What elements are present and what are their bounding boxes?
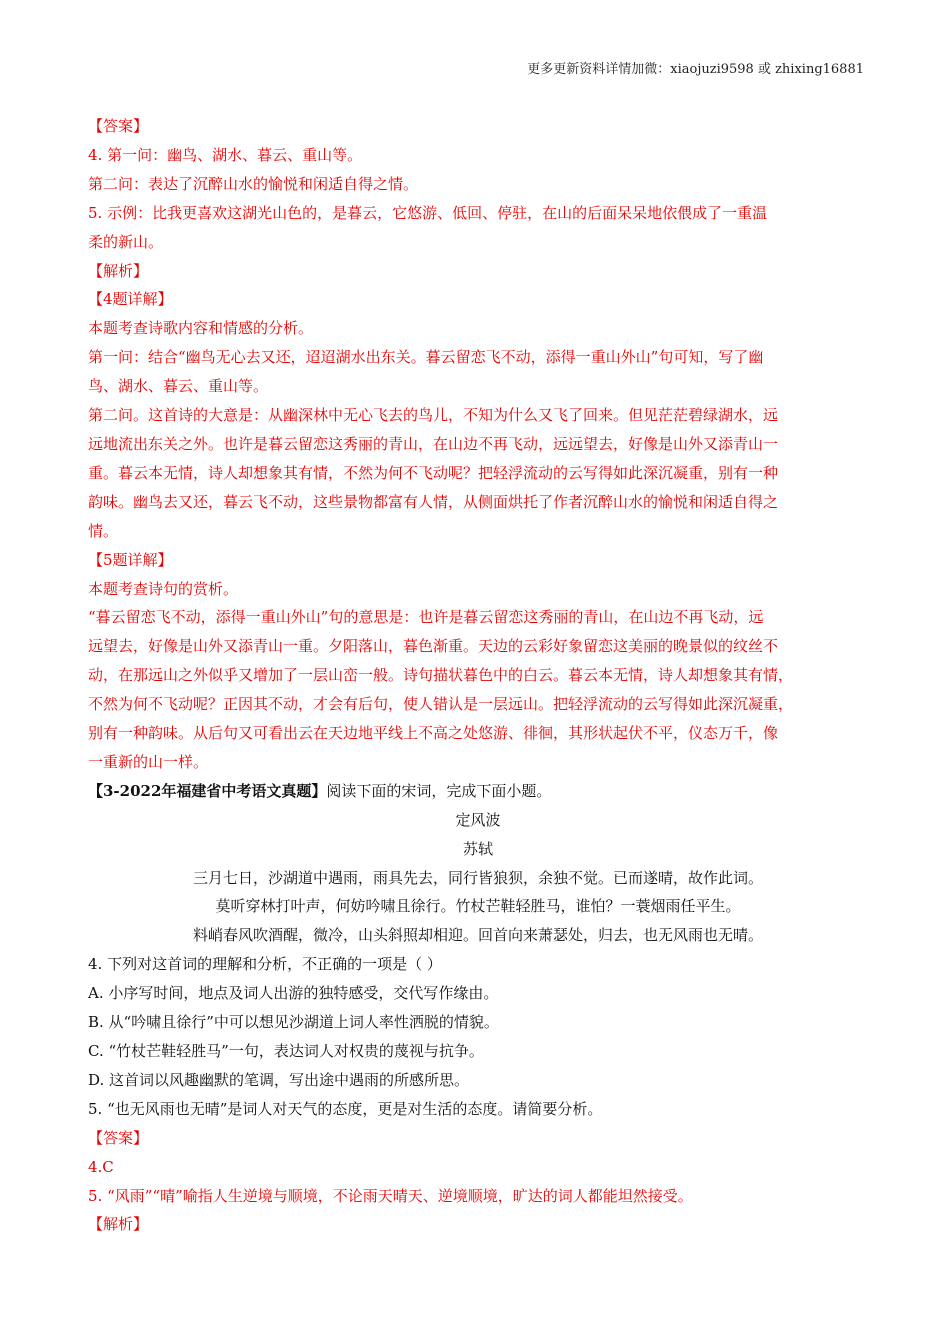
q4-stem: 4. 下列对这首词的理解和分析，不正确的一项是（ ） xyxy=(88,955,442,974)
q4-detail-p2-line3: 重。暮云本无情，诗人却想象其有情，不然为何不飞动呢？把轻浮流动的云写得如此深沉凝重，别有一种 xyxy=(88,463,779,482)
q4-answer-part1: 4. 第一问：幽鸟、湖水、暮云、重山等。 xyxy=(88,145,363,164)
q5-answer-2: 5. “风雨”“晴”喻指人生逆境与顺境，不论雨天晴天、逆境顺境，旷达的词人都能坦然接受。 xyxy=(88,1186,693,1205)
analysis-tag-2: 【解析】 xyxy=(88,1215,149,1234)
q5-stem: 5. “也无风雨也无晴”是词人对天气的态度，更是对生活的态度。请简要分析。 xyxy=(88,1099,603,1118)
option-c: C. “竹杖芒鞋轻胜马”一句，表达词人对权贵的蔑视与抗争。 xyxy=(88,1042,484,1060)
q5-detail-line3: 动，在那远山之外似乎又增加了一层山峦一般。诗句描状暮色中的白云。暮云本无情，诗人却想象其有情， xyxy=(88,666,794,685)
q4-detail-tag: 【4题详解】 xyxy=(88,290,173,309)
document-body xyxy=(88,112,868,1239)
option-b: B. 从“吟啸且徐行”中可以想见沙湖道上词人率性洒脱的情貌。 xyxy=(88,1013,499,1032)
answer-tag-2: 【答案】 xyxy=(88,1128,149,1147)
q4-detail-p2-line5: 情。 xyxy=(88,521,119,540)
q5-detail-line2: 远望去，好像是山外又添青山一重。夕阳落山，暮色渐重。天边的云彩好象留恋这美丽的晚景似的纹丝不 xyxy=(88,637,779,656)
poem-title: 定风波 xyxy=(455,810,501,829)
q5-detail-line5: 别有一种韵味。从后句又可看出云在天边地平线上不高之处悠游、徘徊，其形状起伏不平，仪态万千，像 xyxy=(88,724,779,743)
q4-answer-part2: 第二问：表达了沉醉山水的愉悦和闲适自得之情。 xyxy=(88,174,419,193)
poem-preface: 三月七日，沙湖道中遇雨，雨具先去，同行皆狼狈，余独不觉。已而遂晴，故作此词。 xyxy=(192,868,763,887)
q4-detail-p1-line2: 鸟、湖水、暮云、重山等。 xyxy=(88,377,269,396)
poem-line-1: 莫听穿林打叶声，何妨吟啸且徐行。竹杖芒鞋轻胜马，谁怕？一蓑烟雨任平生。 xyxy=(215,897,741,916)
poem-line-2: 料峭春风吹酒醒，微冷，山头斜照却相迎。回首向来萧瑟处，归去，也无风雨也无晴。 xyxy=(192,926,763,945)
q5-detail-line4: 不然为何不飞动呢？正因其不动，才会有后句，使人错认是一层远山。把轻浮流动的云写得如此深沉凝重， xyxy=(88,695,794,714)
page-header-contact: 更多更新资料详情加微：xiaojuzi9598 或 zhixing16881 xyxy=(527,62,864,77)
poem-author: 苏轼 xyxy=(462,839,493,858)
q4-detail-p2-line1: 第二问。这首诗的大意是：从幽深林中无心飞去的鸟儿，不知为什么又飞了回来。但见茫茫碧绿湖水，远 xyxy=(88,406,779,425)
q4-answer-2: 4.C xyxy=(88,1157,114,1176)
q5-answer-line2: 柔的新山。 xyxy=(88,232,164,251)
q4-detail-p2-line4: 韵味。幽鸟去又还，暮云飞不动，这些景物都富有人情，从侧面烘托了作者沉醉山水的愉悦和闲适自得之 xyxy=(88,492,779,511)
q5-detail-tag: 【5题详解】 xyxy=(88,550,173,569)
question-instruction: 阅读下面的宋词，完成下面小题。 xyxy=(326,781,552,800)
option-d: D. 这首词以风趣幽默的笔调，写出途中遇雨的所感所思。 xyxy=(88,1070,470,1089)
q4-detail-p1-line1: 第一问：结合“幽鸟无心去又还，迢迢湖水出东关。暮云留恋飞不动，添得一重山外山”句可知，写了幽 xyxy=(88,348,764,367)
q5-answer-line1: 5. 示例：比我更喜欢这湖光山色的，是暮云，它悠游、低回、停驻，在山的后面呆呆地依偎成了一重温 xyxy=(88,203,768,222)
answer-tag: 【答案】 xyxy=(88,117,149,135)
question-source-tag: 【3-2022年福建省中考语文真题】 xyxy=(88,781,327,800)
q5-detail-line6: 一重新的山一样。 xyxy=(88,752,209,771)
q5-detail-line1: “暮云留恋飞不动，添得一重山外山”句的意思是：也许是暮云留恋这秀丽的青山，在山边不再飞动，远 xyxy=(88,608,764,627)
q4-detail-p2-line2: 远地流出东关之外。也许是暮云留恋这秀丽的青山，在山边不再飞动，远远望去，好像是山外又添青山一 xyxy=(88,434,779,453)
q4-detail-intro: 本题考查诗歌内容和情感的分析。 xyxy=(88,319,314,338)
analysis-tag: 【解析】 xyxy=(88,261,149,280)
question-source-line xyxy=(88,777,868,806)
option-a: A. 小序写时间，地点及词人出游的独特感受，交代写作缘由。 xyxy=(88,984,499,1003)
q5-detail-intro: 本题考查诗句的赏析。 xyxy=(88,579,239,598)
